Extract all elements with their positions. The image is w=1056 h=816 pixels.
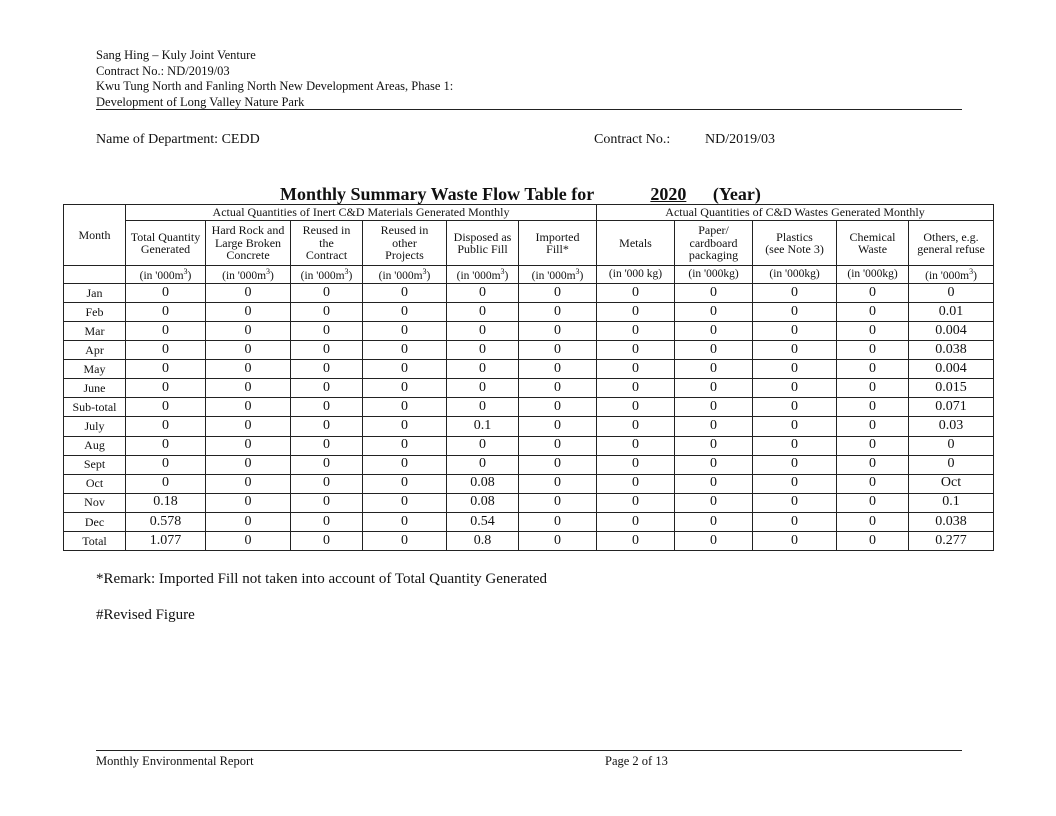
table-row: [64, 531, 994, 550]
column-header-line: Metals: [619, 235, 652, 250]
value-cell: 0: [753, 512, 837, 531]
value-cell: 0: [291, 417, 363, 436]
unit-text: (in '000kg): [847, 268, 898, 281]
value-cell: 0: [837, 284, 909, 303]
unit-text: ): [348, 270, 353, 283]
value-cell: 0: [519, 341, 597, 360]
value-cell: 0: [363, 512, 447, 531]
footer-report-name: Monthly Environmental Report: [96, 754, 254, 768]
header-line: Sang Hing – Kuly Joint Venture: [96, 48, 256, 62]
title-year: 2020: [650, 184, 687, 204]
unit-text: (in '000 kg): [608, 268, 663, 281]
value-cell: 0: [447, 284, 519, 303]
value-cell: 0: [753, 398, 837, 417]
value-cell: 0: [291, 398, 363, 417]
unit-text: (in '000m: [531, 270, 576, 283]
remark-note: *Remark: Imported Fill not taken into account of Total Quantity Generated: [96, 571, 548, 587]
month-cell: Mar: [64, 322, 126, 341]
value-cell: 0: [291, 322, 363, 341]
value-cell: 0: [206, 322, 291, 341]
column-header-line: Paper/: [698, 223, 729, 238]
contract-label: Contract No.:: [594, 132, 671, 147]
month-cell: Oct: [64, 474, 126, 493]
value-cell: 0.071: [909, 398, 994, 417]
value-cell: 0: [126, 341, 206, 360]
group-header-cd-waste: Actual Quantities of C&D Wastes Generated Monthly: [597, 205, 994, 221]
column-header-line: Concrete: [226, 248, 270, 263]
value-cell: 0: [597, 360, 675, 379]
value-cell: 0: [597, 398, 675, 417]
value-cell: 0: [363, 455, 447, 474]
column-header-line: other: [392, 235, 417, 250]
unit-text: (in '000m: [378, 270, 423, 283]
value-cell: 0: [753, 322, 837, 341]
table-row: [64, 398, 994, 417]
value-cell: 0: [597, 436, 675, 455]
value-cell: 0: [909, 284, 994, 303]
column-header-line: Reused in: [302, 223, 351, 238]
table-row: [64, 417, 994, 436]
value-cell: 0: [291, 303, 363, 322]
column-header-line: Reused in: [380, 223, 429, 238]
value-cell: 0: [519, 455, 597, 474]
value-cell: 0: [675, 436, 753, 455]
value-cell: 0: [206, 303, 291, 322]
value-cell: 0: [206, 341, 291, 360]
unit-text: ): [270, 270, 274, 283]
column-header-line: Hard Rock and: [211, 223, 285, 238]
value-cell: 0: [675, 531, 753, 550]
column-header-line: Chemical: [849, 229, 896, 244]
month-cell: Apr: [64, 341, 126, 360]
value-cell: 0: [837, 398, 909, 417]
value-cell: 0: [519, 379, 597, 398]
month-header: Month: [64, 205, 126, 266]
value-cell: 0: [597, 455, 675, 474]
column-header: [597, 221, 675, 266]
value-cell: 0: [126, 417, 206, 436]
value-cell: 0: [597, 341, 675, 360]
contract-value: ND/2019/03: [705, 132, 775, 147]
value-cell: 0: [126, 322, 206, 341]
value-cell: 0: [206, 398, 291, 417]
value-cell: 0: [519, 493, 597, 512]
value-cell: 0: [675, 341, 753, 360]
unit-cell: [909, 266, 994, 284]
value-cell: 0: [206, 531, 291, 550]
value-cell: 0: [519, 398, 597, 417]
group-header-inert: Actual Quantities of Inert C&D Materials Generated Monthly: [126, 205, 597, 221]
value-cell: 0: [291, 436, 363, 455]
value-cell: 0: [126, 360, 206, 379]
value-cell: 0.1: [909, 493, 994, 512]
value-cell: 0: [126, 436, 206, 455]
column-header-line: Plastics: [776, 229, 813, 244]
column-header-line: Fill*: [546, 242, 569, 256]
column-header-line: Total Quantity: [130, 229, 201, 244]
unit-superscript: 3: [183, 267, 188, 277]
value-cell: 0: [363, 322, 447, 341]
column-header: [837, 221, 909, 266]
value-cell: 0: [675, 284, 753, 303]
value-cell: 0: [291, 455, 363, 474]
value-cell: 0: [675, 474, 753, 493]
value-cell: 0: [675, 512, 753, 531]
value-cell: 0: [206, 284, 291, 303]
value-cell: 0: [447, 455, 519, 474]
month-cell: Dec: [64, 512, 126, 531]
value-cell: 0: [837, 474, 909, 493]
unit-cell: [363, 266, 447, 284]
column-header-line: Projects: [385, 248, 424, 263]
value-cell: 0: [753, 531, 837, 550]
value-cell: 0: [447, 398, 519, 417]
value-cell: 0: [206, 455, 291, 474]
value-cell: 0: [519, 436, 597, 455]
value-cell: 0.1: [447, 417, 519, 436]
column-header-line: Public Fill: [457, 242, 508, 256]
value-cell: 0: [837, 493, 909, 512]
table-row: [64, 379, 994, 398]
column-header: [675, 221, 753, 266]
value-cell: 0: [519, 531, 597, 550]
unit-cell: [206, 266, 291, 284]
column-header: [519, 221, 597, 266]
unit-text: (in '000m: [456, 270, 501, 283]
value-cell: 0: [837, 417, 909, 436]
unit-text: ): [426, 270, 431, 283]
value-cell: 0.004: [909, 322, 994, 341]
column-header: [753, 221, 837, 266]
value-cell: 0: [291, 379, 363, 398]
value-cell: 0: [291, 493, 363, 512]
month-cell: May: [64, 360, 126, 379]
value-cell: 0: [597, 284, 675, 303]
month-cell: Sub-total: [64, 398, 126, 417]
value-cell: 0: [206, 360, 291, 379]
value-cell: 0.277: [909, 531, 994, 550]
value-cell: 0: [909, 436, 994, 455]
value-cell: 0: [753, 455, 837, 474]
value-cell: 0: [837, 455, 909, 474]
table-row: [64, 512, 994, 531]
table-row: [64, 284, 994, 303]
document-header: [96, 48, 962, 110]
column-header-line: cardboard: [689, 235, 738, 250]
table-title: [280, 184, 761, 205]
value-cell: 0: [837, 341, 909, 360]
unit-cell: [837, 266, 909, 284]
month-cell: July: [64, 417, 126, 436]
value-cell: 0: [753, 379, 837, 398]
title-suffix: (Year): [712, 184, 761, 204]
month-cell: Aug: [64, 436, 126, 455]
value-cell: 0: [753, 493, 837, 512]
unit-superscript: 3: [344, 267, 349, 277]
value-cell: 0: [753, 417, 837, 436]
value-cell: 0: [909, 455, 994, 474]
value-cell: 0: [753, 284, 837, 303]
footer-page-number: Page 2 of 13: [605, 754, 668, 768]
value-cell: 0: [675, 360, 753, 379]
month-cell: June: [64, 379, 126, 398]
value-cell: 0: [291, 284, 363, 303]
value-cell: 0: [291, 512, 363, 531]
value-cell: 0.08: [447, 493, 519, 512]
table-row: [64, 322, 994, 341]
value-cell: 1.077: [126, 531, 206, 550]
table-row: [64, 455, 994, 474]
value-cell: 0: [206, 417, 291, 436]
column-header-line: packaging: [688, 248, 739, 263]
value-cell: 0: [291, 531, 363, 550]
unit-text: (in '000m: [222, 270, 267, 283]
value-cell: 0: [447, 303, 519, 322]
value-cell: 0: [837, 436, 909, 455]
unit-cell: [675, 266, 753, 284]
value-cell: 0: [447, 322, 519, 341]
month-cell: Sept: [64, 455, 126, 474]
value-cell: 0: [126, 474, 206, 493]
column-header-line: Disposed as: [453, 229, 512, 244]
unit-text: ): [504, 270, 509, 283]
value-cell: 0: [837, 303, 909, 322]
table-row: [64, 360, 994, 379]
department-name: Name of Department: CEDD: [96, 132, 260, 147]
value-cell: 0: [363, 493, 447, 512]
value-cell: 0: [597, 512, 675, 531]
unit-superscript: 3: [969, 267, 974, 277]
header-line: Kwu Tung North and Fanling North New Development Areas, Phase 1:: [96, 79, 454, 93]
column-header: [909, 221, 994, 266]
value-cell: 0: [753, 341, 837, 360]
value-cell: 0: [447, 379, 519, 398]
value-cell: 0.18: [126, 493, 206, 512]
value-cell: 0: [447, 436, 519, 455]
header-line: Development of Long Valley Nature Park: [96, 94, 305, 109]
value-cell: 0: [363, 303, 447, 322]
unit-cell-blank: [64, 266, 126, 284]
value-cell: 0: [206, 474, 291, 493]
column-header: [363, 221, 447, 266]
value-cell: 0: [363, 284, 447, 303]
column-header-line: Large Broken: [214, 235, 282, 250]
value-cell: 0: [126, 379, 206, 398]
unit-text: (in '000kg): [688, 268, 739, 281]
value-cell: 0: [206, 379, 291, 398]
value-cell: 0.015: [909, 379, 994, 398]
unit-text: ): [579, 270, 584, 283]
value-cell: 0: [837, 512, 909, 531]
value-cell: 0: [519, 322, 597, 341]
value-cell: 0: [519, 360, 597, 379]
value-cell: 0: [597, 379, 675, 398]
value-cell: 0: [837, 379, 909, 398]
value-cell: 0: [675, 303, 753, 322]
unit-text: ): [973, 270, 977, 283]
value-cell: 0: [597, 322, 675, 341]
header-line: Contract No.: ND/2019/03: [96, 63, 230, 78]
value-cell: 0: [363, 531, 447, 550]
value-cell: 0: [206, 493, 291, 512]
column-header-line: the: [319, 235, 334, 250]
value-cell: 0: [675, 379, 753, 398]
value-cell: 0: [126, 284, 206, 303]
value-cell: 0: [519, 417, 597, 436]
value-cell: 0: [753, 303, 837, 322]
unit-cell: [597, 266, 675, 284]
value-cell: 0: [597, 303, 675, 322]
value-cell: 0: [519, 303, 597, 322]
value-cell: 0: [363, 474, 447, 493]
value-cell: 0: [675, 322, 753, 341]
value-cell: 0.8: [447, 531, 519, 550]
column-header-line: Contract: [305, 248, 348, 263]
column-header-line: Imported: [535, 229, 580, 244]
table-row: [64, 341, 994, 360]
unit-text: (in '000m: [925, 270, 970, 283]
title-prefix: Monthly Summary Waste Flow Table for: [280, 184, 594, 204]
value-cell: 0: [597, 531, 675, 550]
value-cell: 0: [597, 493, 675, 512]
unit-superscript: 3: [422, 267, 427, 277]
value-cell: 0.578: [126, 512, 206, 531]
value-cell: 0.038: [909, 341, 994, 360]
table-row: [64, 493, 994, 512]
column-header-line: (see Note 3): [765, 242, 824, 256]
value-cell: 0.038: [909, 512, 994, 531]
column-header: [291, 221, 363, 266]
unit-superscript: 3: [500, 267, 505, 277]
value-cell: 0: [363, 417, 447, 436]
value-cell: 0: [363, 360, 447, 379]
value-cell: 0: [206, 512, 291, 531]
value-cell: 0: [519, 284, 597, 303]
value-cell: 0: [447, 360, 519, 379]
value-cell: 0: [753, 360, 837, 379]
header-divider: [96, 109, 962, 110]
month-cell: Total: [64, 531, 126, 550]
revised-note: #Revised Figure: [96, 607, 195, 623]
month-cell: Nov: [64, 493, 126, 512]
unit-cell: [753, 266, 837, 284]
month-cell: Jan: [64, 284, 126, 303]
unit-text: (in '000m: [139, 270, 184, 283]
column-header-line: Others, e.g.: [923, 229, 979, 244]
column-header-line: Generated: [140, 242, 191, 256]
value-cell: 0.08: [447, 474, 519, 493]
value-cell: 0.03: [909, 417, 994, 436]
value-cell: 0: [363, 341, 447, 360]
value-cell: 0: [363, 398, 447, 417]
value-cell: 0: [126, 303, 206, 322]
unit-cell: [447, 266, 519, 284]
table-row: [64, 303, 994, 322]
value-cell: Oct: [909, 474, 994, 493]
value-cell: 0: [126, 455, 206, 474]
value-cell: 0: [597, 417, 675, 436]
unit-cell: [291, 266, 363, 284]
unit-cell: [126, 266, 206, 284]
value-cell: 0: [363, 379, 447, 398]
unit-cell: [519, 266, 597, 284]
value-cell: 0: [363, 436, 447, 455]
value-cell: 0: [837, 360, 909, 379]
value-cell: 0: [753, 436, 837, 455]
value-cell: 0: [291, 360, 363, 379]
value-cell: 0: [675, 398, 753, 417]
value-cell: 0: [291, 341, 363, 360]
value-cell: 0: [447, 341, 519, 360]
value-cell: 0: [837, 322, 909, 341]
unit-text: (in '000kg): [769, 268, 820, 281]
waste-flow-table: [63, 204, 994, 551]
month-cell: Feb: [64, 303, 126, 322]
value-cell: 0: [753, 474, 837, 493]
column-header: [447, 221, 519, 266]
value-cell: 0: [837, 531, 909, 550]
value-cell: 0: [675, 455, 753, 474]
value-cell: 0: [126, 398, 206, 417]
unit-superscript: 3: [266, 267, 271, 277]
footer-divider: [96, 750, 962, 751]
unit-text: (in '000m: [300, 270, 345, 283]
value-cell: 0: [519, 474, 597, 493]
column-header: [126, 221, 206, 266]
table-row: [64, 436, 994, 455]
unit-text: ): [187, 270, 192, 283]
column-header: [206, 221, 291, 266]
value-cell: 0.01: [909, 303, 994, 322]
value-cell: 0: [597, 474, 675, 493]
value-cell: 0: [675, 493, 753, 512]
column-header-line: Waste: [858, 242, 888, 256]
value-cell: 0: [519, 512, 597, 531]
value-cell: 0: [206, 436, 291, 455]
unit-superscript: 3: [575, 267, 580, 277]
table-row: [64, 474, 994, 493]
value-cell: 0: [291, 474, 363, 493]
value-cell: 0: [675, 417, 753, 436]
column-header-line: general refuse: [917, 242, 985, 256]
value-cell: 0.54: [447, 512, 519, 531]
value-cell: 0.004: [909, 360, 994, 379]
